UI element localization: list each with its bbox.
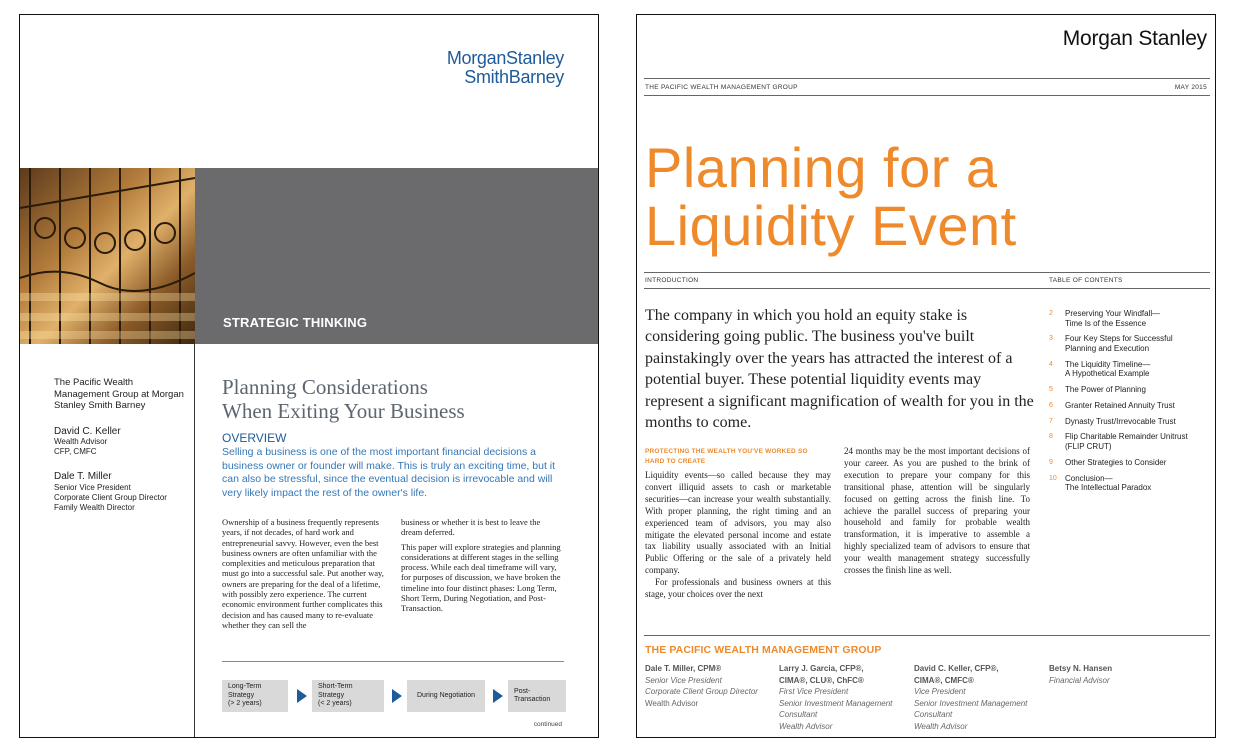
member-title: Corporate Client Group Director (645, 687, 758, 696)
footer-group-title: THE PACIFIC WEALTH MANAGEMENT GROUP (645, 644, 882, 656)
vertical-divider (194, 344, 195, 738)
horizontal-rule (222, 661, 564, 662)
member-title: Senior Vice President (645, 675, 722, 685)
advisor-1 (54, 426, 189, 458)
team-member (914, 663, 1027, 732)
toc-title: Dynasty Trust/Irrevocable Trust (1065, 416, 1176, 426)
intro-label: INTRODUCTION (645, 277, 699, 284)
toc-title: Preserving Your Windfall— (1065, 309, 1161, 318)
toc-page-number: 9 (1049, 458, 1053, 466)
advisor-title: Corporate Client Group Director (54, 492, 167, 502)
member-title: Senior Investment Management (914, 698, 1028, 708)
toc-subtitle: The Intellectual Paradox (1065, 483, 1152, 493)
body-column-1 (222, 517, 390, 634)
member-title: Wealth Advisor (914, 721, 968, 731)
advisor-sidebar (54, 377, 189, 527)
header-rule (644, 78, 1210, 79)
body-column-2: 24 months may be the most important decisions of your career. As you are pushed to the brink of execution to prepare your company for this transitional phase, attention will be singularly focused on getting across the finish line. To achieve the parallel success of preparing your household and family for probable wealth transformation, it is imperative to assemble a highly specialized team of advisors to ensure that your wealth management strategy successfully crosses the finish line as well. (844, 446, 1030, 576)
member-title: Financial Advisor (1049, 675, 1110, 685)
member-name: Dale T. Miller, CPM® (645, 664, 722, 673)
logo-line-2: SmithBarney (464, 67, 564, 87)
body-column-1 (645, 470, 831, 601)
advisor-title: Senior Vice President (54, 482, 131, 492)
toc-title: The Liquidity Timeline— (1065, 359, 1151, 369)
toc-item[interactable] (1049, 309, 1213, 328)
toc-title: Other Strategies to Consider (1065, 457, 1167, 467)
member-credentials: CIMA®, CMFC® (914, 675, 974, 685)
issue-date: MAY 2015 (1174, 84, 1207, 91)
step-label: Post-Transaction (514, 687, 551, 703)
msb-logo (447, 49, 564, 87)
header-band (195, 168, 599, 344)
toc-label: TABLE OF CONTENTS (1049, 277, 1123, 284)
section-rule (644, 288, 1210, 289)
overview-text: Selling a business is one of the most important financial decisions a business owner or founder will make. This is truly an exciting time, but it can also be stressful, since the eventual decision is irrevocable and will very likely impact the rest of the owner's life. (222, 446, 556, 499)
toc-item[interactable] (1049, 334, 1213, 353)
member-name: Larry J. Garcia, CFP®, (779, 664, 864, 673)
step-label: Long-Term Strategy (228, 683, 262, 699)
advisor-title: Wealth Advisor (54, 437, 108, 446)
toc-page-number: 5 (1049, 386, 1053, 394)
member-name: Betsy N. Hansen (1049, 664, 1113, 673)
body-paragraph: business or whether it is best to leave the dream deferred. (401, 517, 541, 538)
advisor-2 (54, 471, 189, 513)
toc-subtitle: (FLIP CRUT) (1065, 442, 1112, 452)
body-column-2 (401, 517, 561, 618)
title-line-1: Planning Considerations (222, 375, 428, 399)
logo-line-1: MorganStanley (446, 48, 564, 68)
section-rule (644, 272, 1210, 273)
left-brochure-page (19, 14, 599, 738)
team-member (779, 663, 892, 732)
step-sublabel: (> 2 years) (228, 700, 262, 708)
arrow-right-icon (297, 689, 307, 703)
right-brochure-page (636, 14, 1216, 738)
arrow-right-icon (392, 689, 402, 703)
toc-page-number: 4 (1049, 360, 1053, 368)
toc-item[interactable] (1049, 474, 1213, 493)
toc-title: Four Key Steps for Successful (1065, 334, 1173, 344)
member-title: Consultant (779, 710, 818, 719)
title-line-2: Liquidity Event (645, 194, 1017, 257)
body-paragraph: This paper will explore strategies and planning considerations at different stages in the selling process. While each deal timeframe will vary, for purposes of discussion, we have broken the timeline into four distinct phases: Long Term, Short Term, During Negotiation, and Post-Transaction. (401, 541, 561, 614)
toc-page-number: 6 (1049, 401, 1053, 409)
toc-title: Flip Charitable Remainder Unitrust (1065, 432, 1188, 442)
member-title: Vice President (914, 687, 966, 696)
step-label: Short-Term Strategy (318, 683, 353, 699)
toc-page-number: 2 (1049, 310, 1053, 317)
advisor-title: Family Wealth Director (54, 502, 135, 512)
step-label: During Negotiation (417, 691, 475, 699)
step-post-transaction (508, 680, 566, 712)
toc-title: Conclusion— (1065, 473, 1113, 483)
toc-item[interactable] (1049, 360, 1213, 379)
footer-rule (644, 635, 1210, 636)
title-line-1: Planning for a (645, 136, 998, 199)
advisor-name: Dale T. Miller (54, 471, 112, 482)
toc-item[interactable] (1049, 417, 1213, 427)
header-rule (644, 95, 1210, 96)
toc-title: Granter Retained Annuity Trust (1065, 400, 1175, 410)
toc-item[interactable] (1049, 458, 1213, 468)
member-title: First Vice President (779, 687, 849, 696)
section-heading: PROTECTING THE WEALTH YOU'VE WORKED SO HARD TO CREATE (645, 448, 808, 465)
body-paragraph: Liquidity events—so called because they may convert illiquid assets to cash or marketable securities—can increase your wealth substantially. With proper planning, the right timing and an experienced team of advisors, you may also mitigate the elevated personal income and estate tax liability usually associated with an Initial Public Offering or the sale of a privately held company. (645, 470, 831, 576)
arrow-right-icon (493, 689, 503, 703)
document-title (645, 136, 1017, 257)
step-short-term (312, 680, 384, 712)
staircase-photo (20, 168, 195, 344)
toc-item[interactable] (1049, 385, 1213, 395)
document-title (222, 375, 465, 423)
advisor-title: CFP, CMFC (54, 447, 97, 456)
member-title: Senior Investment Management (779, 698, 893, 708)
toc-page-number: 3 (1049, 335, 1053, 343)
toc-subtitle: A Hypothetical Example (1065, 369, 1150, 379)
lead-paragraph: The company in which you hold an equity stake is considering going public. The business you've built painstakingly over the years has attracted the interest of a potential buyer. These potential liquidity events may represent a significant magnification of wealth for you in the months to come. (645, 307, 1034, 432)
toc-page-number: 8 (1049, 433, 1053, 441)
morgan-stanley-logo: Morgan Stanley (1062, 27, 1207, 50)
step-long-term (222, 680, 288, 712)
overview-heading: OVERVIEW (222, 431, 287, 445)
member-title: Wealth Advisor (645, 698, 699, 708)
step-during-negotiation (407, 680, 485, 712)
toc-page-number: 10 (1049, 474, 1057, 482)
title-line-2: When Exiting Your Business (222, 399, 465, 423)
band-label: STRATEGIC THINKING (223, 315, 368, 330)
body-paragraph: Ownership of a business frequently represents years, if not decades, of hard work and entrepreneurial savvy. However, even the best business owners are often unfamiliar with the complexities and meticulous preparation that must go into a successful sale. Put another way, owners are preparing for the deal of a lifetime, with possibly zero experience. The current economic environment further complicates this decision and has caused many to re-evaluate whether they can sell the (222, 517, 384, 630)
body-paragraph: For professionals and business owners at this stage, your choices over the next (645, 577, 831, 600)
member-credentials: CIMA®, CLU®, ChFC® (779, 675, 864, 685)
table-of-contents (1049, 309, 1213, 499)
continued-label: continued (533, 721, 562, 728)
toc-title: The Power of Planning (1065, 385, 1146, 395)
team-member (1049, 663, 1112, 686)
toc-item[interactable] (1049, 432, 1213, 451)
timeline-steps (222, 680, 566, 712)
group-label: THE PACIFIC WEALTH MANAGEMENT GROUP (645, 84, 798, 91)
member-title: Consultant (914, 710, 953, 719)
advisor-name: David C. Keller (54, 425, 121, 437)
toc-item[interactable] (1049, 401, 1213, 411)
team-member (645, 663, 758, 709)
toc-subtitle: Planning and Execution (1065, 343, 1150, 353)
member-name: David C. Keller, CFP®, (914, 664, 999, 673)
group-name: The Pacific Wealth Management Group at Morgan Stanley Smith Barney (54, 377, 184, 411)
member-title: Wealth Advisor (779, 721, 833, 731)
toc-page-number: 7 (1049, 417, 1053, 425)
toc-subtitle: Time Is of the Essence (1065, 318, 1147, 328)
step-sublabel: (< 2 years) (318, 700, 352, 708)
